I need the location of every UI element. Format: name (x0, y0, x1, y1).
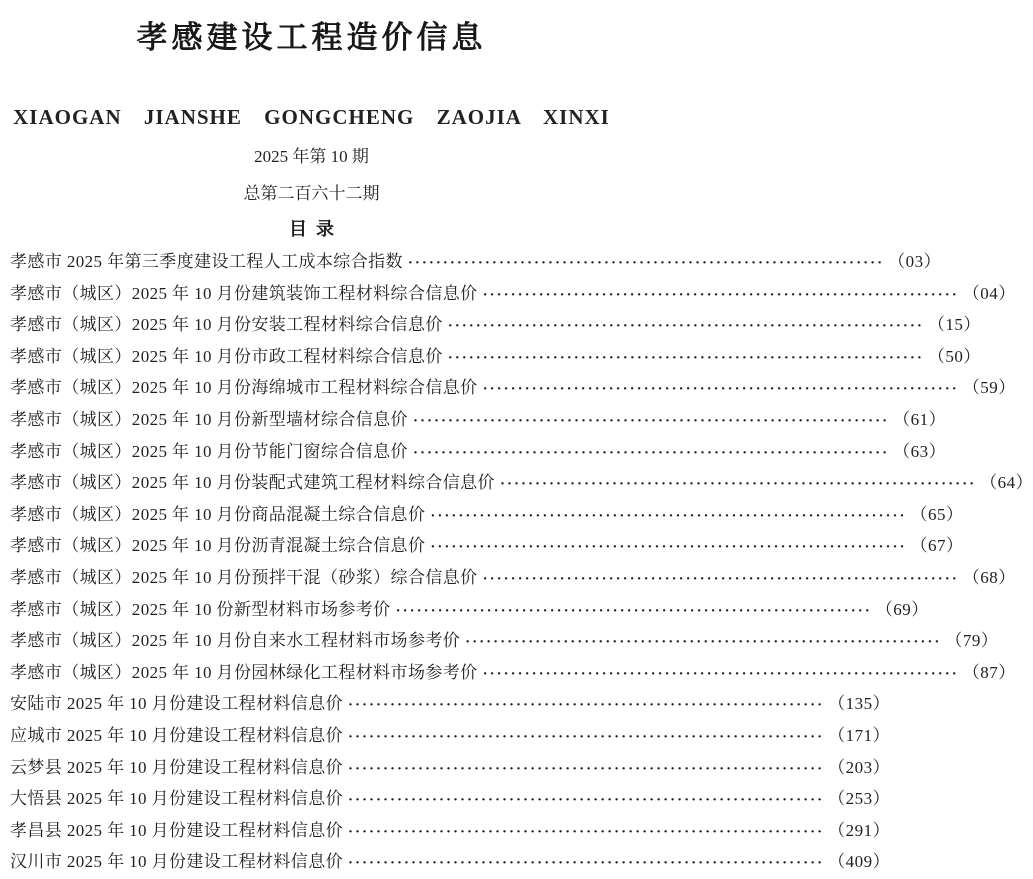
toc-entry-page-number: （15） (927, 315, 981, 335)
title-pinyin: XIAOGAN JIANSHE GONGCHENG ZAOJIA XINXI (13, 105, 610, 129)
toc-entry-title: 云梦县 2025 年 10 月份建设工程材料信息价 (10, 757, 343, 777)
toc-entry (10, 279, 1016, 311)
toc-entry (10, 247, 942, 279)
dot-leader (483, 658, 959, 690)
toc-entry-page-number: （67） (910, 536, 964, 556)
toc-entry-title: 孝感市（城区）2025 年 10 月份市政工程材料综合信息价 (10, 346, 443, 366)
dot-leader (500, 468, 976, 500)
page-title: 孝感建设工程造价信息 (136, 20, 487, 55)
toc-entry-title: 孝感市（城区）2025 年 10 月份沥青混凝土综合信息价 (10, 536, 426, 556)
toc-entry-title: 汉川市 2025 年 10 月份建设工程材料信息价 (10, 852, 343, 872)
toc-entry (10, 500, 964, 532)
toc-entry-page-number: （50） (927, 346, 981, 366)
toc-entry (10, 310, 981, 342)
toc-entry-title: 孝感市（城区）2025 年 10 月份新型墙材综合信息价 (10, 409, 408, 429)
toc-entry-title: 孝昌县 2025 年 10 月份建设工程材料信息价 (10, 820, 343, 840)
toc-entry (10, 342, 981, 374)
toc-entry-page-number: （253） (828, 789, 891, 809)
toc-entry (10, 563, 1016, 595)
toc-entry-title: 孝感市（城区）2025 年 10 月份预拌干混（砂浆）综合信息价 (10, 567, 478, 587)
toc-entry-title: 孝感市（城区）2025 年 10 份新型材料市场参考价 (10, 599, 391, 619)
toc-entry-title: 孝感市（城区）2025 年 10 月份节能门窗综合信息价 (10, 441, 408, 461)
toc-entry-page-number: （69） (875, 599, 929, 619)
issue-number: 2025 年第 10 期 (254, 147, 369, 166)
toc-list (10, 247, 1033, 879)
toc-entry-page-number: （04） (962, 283, 1016, 303)
dot-leader (348, 816, 824, 848)
toc-entry (10, 753, 891, 785)
dot-leader (348, 847, 824, 879)
dot-leader (408, 247, 884, 279)
dot-leader (348, 689, 824, 721)
toc-heading: 目 录 (289, 219, 334, 239)
toc-entry (10, 689, 891, 721)
cumulative-issue-number: 总第二百六十二期 (243, 184, 380, 203)
toc-entry (10, 626, 999, 658)
dot-leader (483, 279, 959, 311)
toc-entry-page-number: （135） (828, 694, 891, 714)
document-page (0, 16, 1033, 872)
toc-entry-page-number: （64） (980, 473, 1033, 493)
toc-entry (10, 595, 929, 627)
dot-leader (483, 373, 959, 405)
toc-entry (10, 816, 891, 848)
dot-leader (348, 721, 824, 753)
toc-entry-page-number: （409） (828, 852, 891, 872)
toc-entry (10, 531, 964, 563)
dot-leader (430, 531, 906, 563)
dot-leader (448, 310, 924, 342)
toc-entry-title: 安陆市 2025 年 10 月份建设工程材料信息价 (10, 694, 343, 714)
dot-leader (396, 595, 872, 627)
toc-entry-page-number: （68） (962, 567, 1016, 587)
toc-entry (10, 721, 891, 753)
dot-leader (483, 563, 959, 595)
toc-entry (10, 658, 1016, 690)
dot-leader (413, 437, 889, 469)
dot-leader (348, 753, 824, 785)
dot-leader (448, 342, 924, 374)
toc-entry-title: 孝感市（城区）2025 年 10 月份自来水工程材料市场参考价 (10, 631, 461, 651)
toc-entry-title: 应城市 2025 年 10 月份建设工程材料信息价 (10, 725, 343, 745)
toc-entry (10, 373, 1016, 405)
toc-entry (10, 437, 947, 469)
dot-leader (465, 626, 941, 658)
toc-entry-page-number: （59） (962, 378, 1016, 398)
toc-entry-page-number: （65） (910, 504, 964, 524)
toc-entry-page-number: （171） (828, 725, 891, 745)
toc-entry-page-number: （79） (945, 631, 999, 651)
toc-entry (10, 784, 891, 816)
toc-entry-page-number: （87） (962, 662, 1016, 682)
toc-entry (10, 847, 891, 879)
toc-entry-title: 孝感市（城区）2025 年 10 月份装配式建筑工程材料综合信息价 (10, 473, 495, 493)
toc-entry-page-number: （291） (828, 820, 891, 840)
toc-entry-title: 孝感市（城区）2025 年 10 月份商品混凝土综合信息价 (10, 504, 426, 524)
dot-leader (430, 500, 906, 532)
toc-entry-page-number: （03） (888, 252, 942, 271)
toc-entry (10, 468, 1033, 500)
dot-leader (413, 405, 889, 437)
toc-entry-title: 孝感市（城区）2025 年 10 月份建筑装饰工程材料综合信息价 (10, 283, 478, 303)
toc-entry-page-number: （61） (893, 409, 947, 429)
toc-entry-title: 孝感市 2025 年第三季度建设工程人工成本综合指数 (10, 252, 403, 271)
toc-entry (10, 405, 947, 437)
toc-entry-title: 大悟县 2025 年 10 月份建设工程材料信息价 (10, 789, 343, 809)
toc-entry-page-number: （63） (893, 441, 947, 461)
toc-entry-title: 孝感市（城区）2025 年 10 月份安装工程材料综合信息价 (10, 315, 443, 335)
dot-leader (348, 784, 824, 816)
toc-entry-title: 孝感市（城区）2025 年 10 月份海绵城市工程材料综合信息价 (10, 378, 478, 398)
toc-entry-page-number: （203） (828, 757, 891, 777)
toc-entry-title: 孝感市（城区）2025 年 10 月份园林绿化工程材料市场参考价 (10, 662, 478, 682)
